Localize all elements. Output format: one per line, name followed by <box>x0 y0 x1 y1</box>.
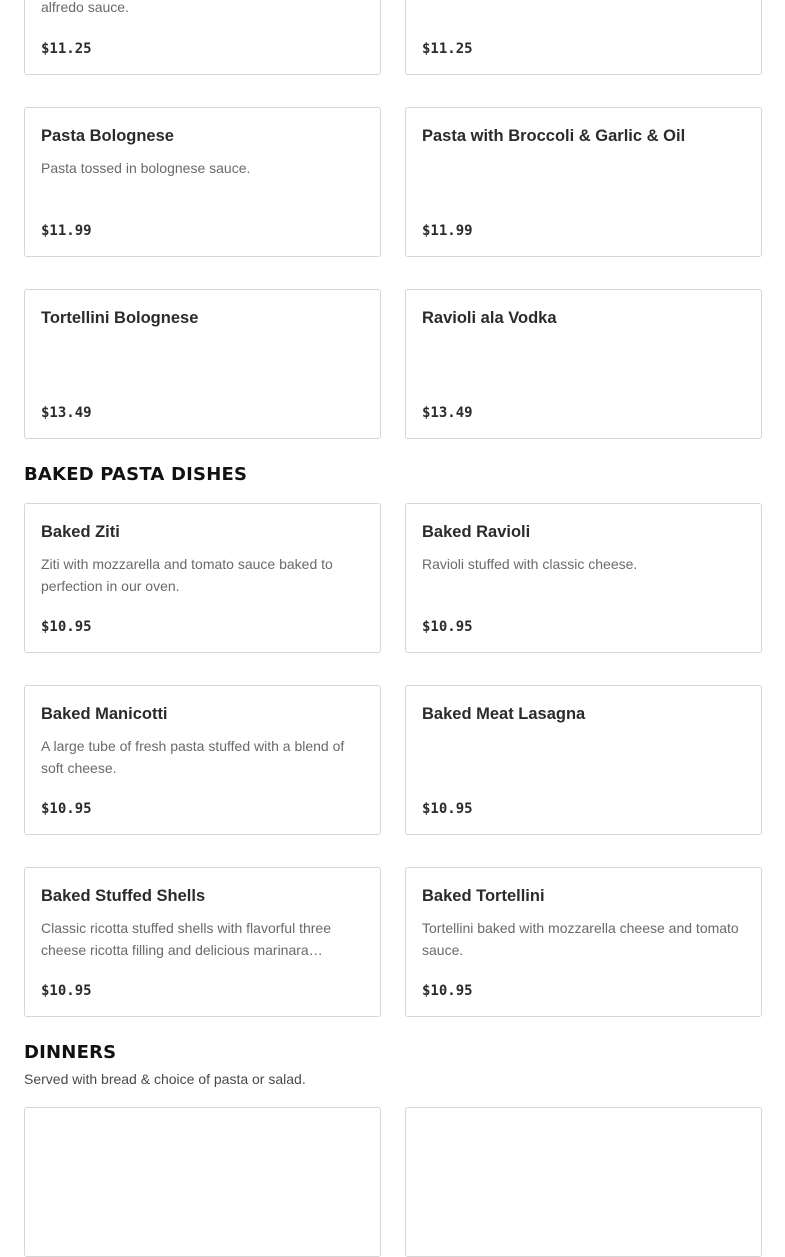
menu-item-card[interactable] <box>24 867 381 1017</box>
menu-item-name: Baked Manicotti <box>41 705 168 723</box>
menu-item-description: A large tube of fresh pasta stuffed with a blend of soft cheese. <box>41 738 345 776</box>
section-title-baked-pasta: BAKED PASTA DISHES <box>24 464 248 485</box>
section-title-dinners: DINNERS <box>24 1042 117 1063</box>
menu-item-card[interactable] <box>405 1107 762 1257</box>
menu-item-price: $10.95 <box>41 619 92 635</box>
menu-item-card[interactable] <box>24 107 381 257</box>
menu-item-price: $11.25 <box>422 41 473 57</box>
menu-item-price: $13.49 <box>41 405 92 421</box>
menu-item-price: $11.25 <box>41 41 92 57</box>
menu-item-price: $10.95 <box>422 801 473 817</box>
menu-item-card[interactable] <box>24 503 381 653</box>
menu-item-card[interactable] <box>405 685 762 835</box>
menu-item-price: $10.95 <box>422 619 473 635</box>
menu-item-card[interactable] <box>405 867 762 1017</box>
menu-item-name: Baked Ziti <box>41 523 120 541</box>
menu-item-price: $10.95 <box>41 801 92 817</box>
menu-item-description: Ziti with mozzarella and tomato sauce baked to perfection in our oven. <box>41 556 333 594</box>
menu-item-description: Pasta tossed in bolognese sauce. <box>41 160 251 176</box>
menu-item-card[interactable] <box>405 0 762 75</box>
menu-item-card[interactable] <box>24 0 381 75</box>
menu-item-name: Baked Ravioli <box>422 523 531 541</box>
menu-item-description: Ravioli stuffed with classic cheese. <box>422 556 638 572</box>
menu-item-price: $11.99 <box>422 223 473 239</box>
menu-item-description: Classic ricotta stuffed shells with flavorful three cheese ricotta filling and delicious marinara… <box>41 920 331 958</box>
section-subtitle-dinners: Served with bread & choice of pasta or salad. <box>24 1071 306 1087</box>
menu-item-card[interactable] <box>24 685 381 835</box>
menu-item-price: $10.95 <box>41 983 92 999</box>
menu-item-card[interactable] <box>405 503 762 653</box>
menu-item-card[interactable] <box>405 289 762 439</box>
menu-item-name: Pasta with Broccoli & Garlic & Oil <box>422 127 686 145</box>
menu-item-card[interactable] <box>405 107 762 257</box>
menu-item-price: $11.99 <box>41 223 92 239</box>
menu-item-price: $13.49 <box>422 405 473 421</box>
menu-item-description: Tortellini baked with mozzarella cheese and tomato sauce. <box>422 920 739 958</box>
menu-item-name: Ravioli ala Vodka <box>422 309 557 327</box>
menu-item-card[interactable] <box>24 289 381 439</box>
menu-item-name: Baked Tortellini <box>422 887 545 905</box>
menu-item-name: Baked Stuffed Shells <box>41 887 206 905</box>
menu-item-price: $10.95 <box>422 983 473 999</box>
menu-item-name: Pasta Bolognese <box>41 127 174 145</box>
menu-item-description: alfredo sauce. <box>41 0 129 15</box>
menu-item-card[interactable] <box>24 1107 381 1257</box>
menu-item-name: Tortellini Bolognese <box>41 309 199 327</box>
menu-item-name: Baked Meat Lasagna <box>422 705 586 723</box>
